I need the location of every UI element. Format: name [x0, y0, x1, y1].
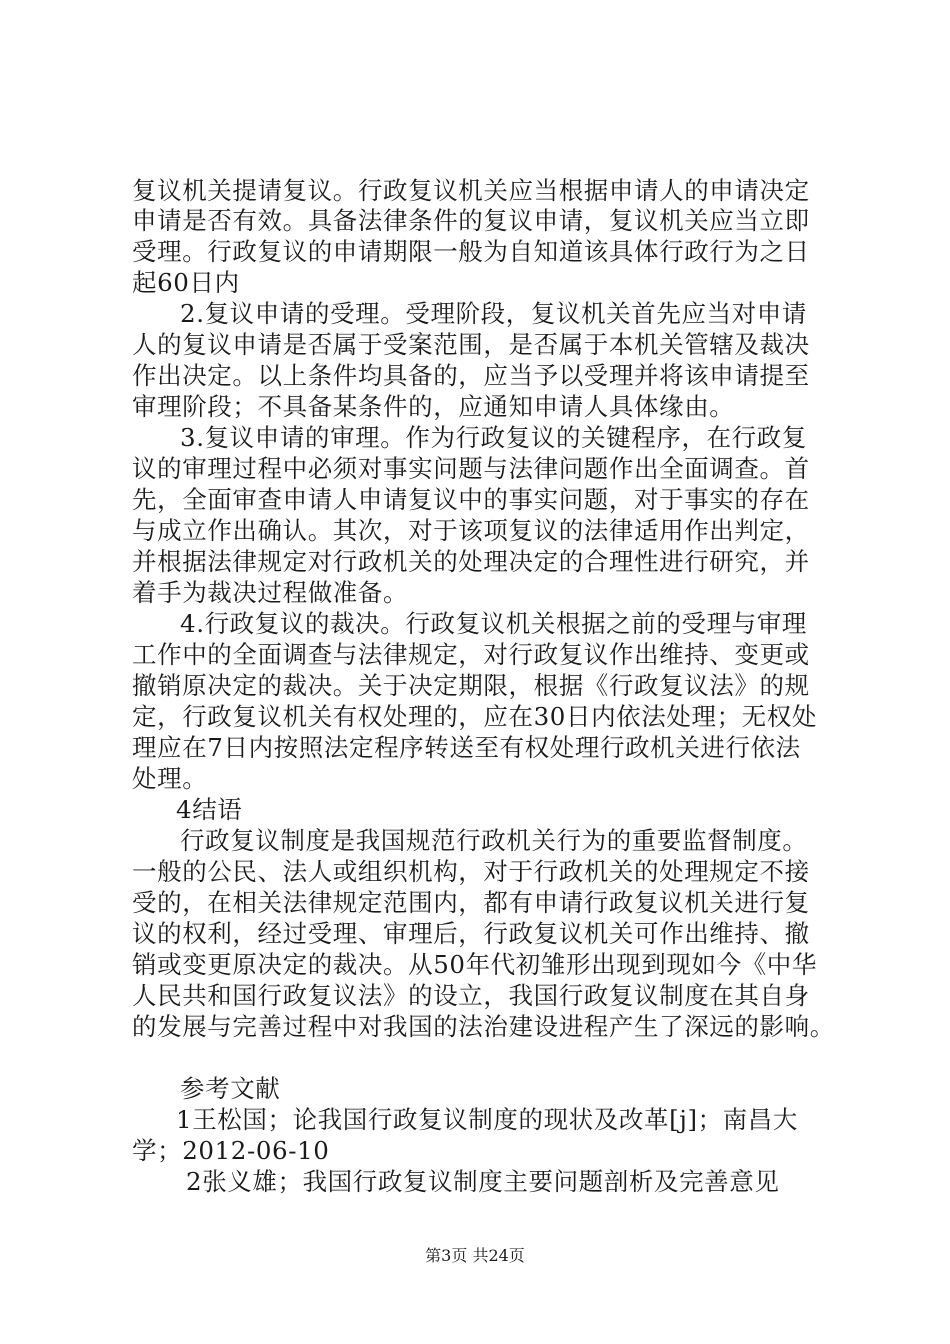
body-text-line: 作出决定。以上条件均具备的，应当予以受理并将该申请提至	[132, 361, 810, 390]
body-text-line: 先，全面审查申请人申请复议中的事实问题，对于事实的存在	[132, 485, 810, 514]
body-text-line: 与成立作出确认。其次，对于该项复议的法律适用作出判定，	[132, 516, 810, 545]
reference-item: 2张义雄；我国行政复议制度主要问题剖析及完善意见	[186, 1167, 780, 1196]
section-item-heading: 2.复议申请的受理。受理阶段，复议机关首先应当对申请	[180, 299, 807, 328]
body-text-line: 理应在7日内按照法定程序转送至有权处理行政机关进行依法	[132, 733, 801, 762]
body-text-line: 审理阶段；不具备某条件的，应通知申请人具体缘由。	[132, 392, 735, 421]
body-text-line: 行政复议制度是我国规范行政机关行为的重要监督制度。	[180, 826, 808, 855]
body-text-line: 着手为裁决过程做准备。	[132, 578, 409, 607]
body-text-line: 一般的公民、法人或组织机构，对于行政机关的处理规定不接	[132, 857, 810, 886]
body-text-line: 人民共和国行政复议法》的设立，我国行政复议制度在其自身	[132, 981, 810, 1010]
body-text-line: 受的，在相关法律规定范围内，都有申请行政复议机关进行复	[132, 888, 810, 917]
reference-item-continuation: 学；2012-06-10	[132, 1136, 330, 1165]
body-text-line: 议的审理过程中必须对事实问题与法律问题作出全面调查。首	[132, 454, 810, 483]
references-heading: 参考文献	[180, 1074, 281, 1103]
reference-item: 1王松国；论我国行政复议制度的现状及改革[j]；南昌大	[176, 1105, 798, 1134]
body-text-line: 申请是否有效。具备法律条件的复议申请，复议机关应当立即	[132, 206, 810, 235]
body-text-line: 处理。	[132, 764, 208, 793]
body-text-line: 议的权利，经过受理、审理后，行政复议机关可作出维持、撤	[132, 919, 810, 948]
body-text-line: 销或变更原决定的裁决。从50年代初雏形出现到现如今《中华	[132, 950, 817, 979]
body-text-line: 工作中的全面调查与法律规定，对行政复议作出维持、变更或	[132, 640, 810, 669]
page-footer: 第3页 共24页	[425, 1246, 525, 1265]
body-text-line: 受理。行政复议的申请期限一般为自知道该具体行政行为之日	[132, 237, 810, 266]
section-item-heading: 4.行政复议的裁决。行政复议机关根据之前的受理与审理	[180, 609, 807, 638]
body-text-line: 复议机关提请复议。行政复议机关应当根据申请人的申请决定	[132, 176, 810, 205]
body-text-line: 人的复议申请是否属于受案范围，是否属于本机关管辖及裁决	[132, 330, 810, 359]
body-text-line: 撤销原决定的裁决。关于决定期限，根据《行政复议法》的规	[132, 671, 810, 700]
section-heading: 4结语	[176, 795, 243, 824]
body-text-line: 的发展与完善过程中对我国的法治建设进程产生了深远的影响。	[132, 1012, 835, 1041]
body-text-line: 起60日内	[132, 268, 240, 297]
body-text-line: 并根据法律规定对行政机关的处理决定的合理性进行研究，并	[132, 547, 810, 576]
section-item-heading: 3.复议申请的审理。作为行政复议的关键程序，在行政复	[180, 423, 807, 452]
body-text-line: 定，行政复议机关有权处理的，应在30日内依法处理；无权处	[132, 702, 817, 731]
